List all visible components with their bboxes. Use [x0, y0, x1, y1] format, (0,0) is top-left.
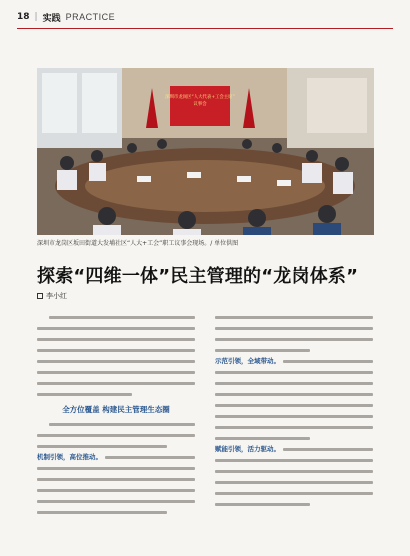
text-line — [215, 316, 373, 319]
text-line — [215, 503, 310, 506]
article-title: 探索“四维一体”民主管理的“龙岗体系” — [37, 266, 359, 287]
article-author — [37, 291, 67, 301]
text-line — [215, 338, 373, 341]
text-line — [49, 423, 195, 426]
text-line — [37, 338, 195, 341]
header-rule — [17, 28, 393, 29]
meeting-photo — [37, 68, 374, 235]
meeting-photo-illustration — [37, 68, 374, 235]
author-name: 李小红 — [46, 292, 67, 300]
lead-in-text: 赋能引领，活力驱动。 — [215, 445, 280, 453]
article-column-right — [215, 316, 373, 514]
text-line — [37, 393, 132, 396]
lead-in-text: 示范引领，全域带动。 — [215, 357, 280, 365]
page-number: 18 — [17, 12, 30, 22]
text-line — [37, 467, 195, 470]
text-line — [37, 434, 195, 437]
banner-text-2: 议事会 — [193, 102, 207, 107]
paragraph-lead-3 — [215, 445, 373, 453]
article-column-left — [37, 316, 195, 522]
text-line — [37, 382, 195, 385]
text-line — [215, 371, 373, 374]
text-line — [215, 404, 373, 407]
text-line — [215, 426, 373, 429]
section-name-en: PRACTICE — [65, 12, 116, 22]
text-line — [215, 382, 373, 385]
section-subhead: 全方位覆盖 构建民主管理生态圈 — [62, 405, 170, 414]
photo-caption: 深圳市龙岗区坂田街道大发埔社区“人大+工会”职工议事会现场。/ 单位供图 — [37, 240, 239, 247]
text-line — [215, 470, 373, 473]
text-line — [215, 327, 373, 330]
text-line — [215, 459, 373, 462]
page-header — [17, 9, 115, 25]
section-name: 实践 — [42, 13, 61, 24]
text-line — [37, 511, 167, 514]
text-line — [215, 393, 373, 396]
text-line — [37, 360, 195, 363]
text-line — [37, 478, 195, 481]
header-separator: | — [34, 12, 38, 22]
text-line — [215, 492, 373, 495]
text-line — [215, 415, 373, 418]
text-line — [49, 316, 195, 319]
banner-text-1: 深圳市龙岗区“人大代表+工会主席” — [165, 95, 235, 100]
text-line — [37, 489, 195, 492]
text-line — [215, 481, 373, 484]
author-box-icon — [37, 293, 43, 299]
text-line — [215, 349, 310, 352]
text-line — [37, 371, 195, 374]
text-line — [37, 327, 195, 330]
paragraph-lead-1 — [37, 453, 195, 461]
text-line — [37, 445, 167, 448]
text-line — [37, 349, 195, 352]
text-line — [37, 500, 195, 503]
text-line — [215, 437, 310, 440]
lead-in-text: 机制引领，高位推动。 — [37, 453, 102, 461]
paragraph-lead-2 — [215, 357, 373, 365]
